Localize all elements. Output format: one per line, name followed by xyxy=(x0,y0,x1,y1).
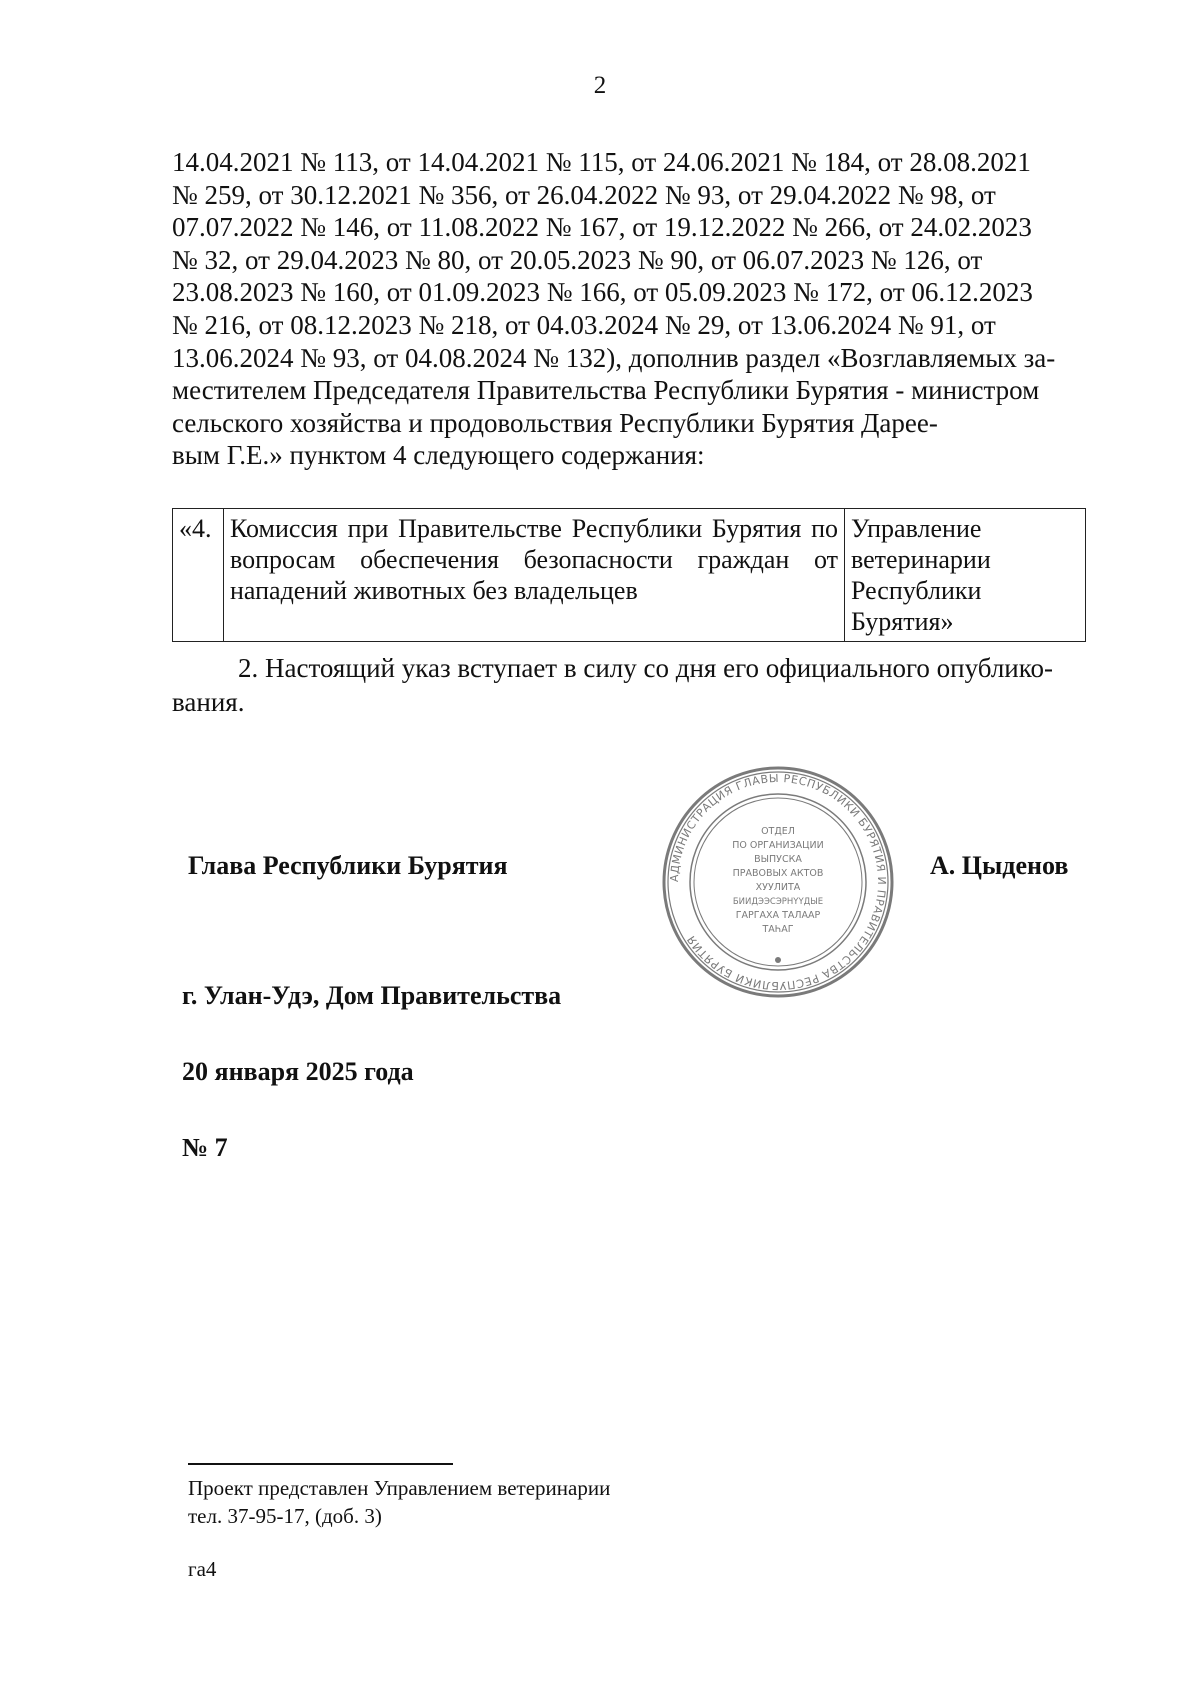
body-line: № 216, от 08.12.2023 № 218, от 04.03.2024 № 29, от 13.06.2024 № 91, от xyxy=(172,309,996,340)
document-code: га4 xyxy=(188,1557,217,1581)
signatory-name: А. Цыденов xyxy=(930,851,1069,880)
body-line: 14.04.2021 № 113, от 14.04.2021 № 115, от 24.06.2021 № 184, от 28.08.2021 xyxy=(172,147,1031,177)
seal-line: ОТДЕЛ xyxy=(761,826,795,837)
signatory-title: Глава Республики Бурятия xyxy=(188,851,508,880)
footnote xyxy=(188,1474,610,1530)
seal-outer-text: АДМИНИСТРАЦИЯ ГЛАВЫ РЕСПУБЛИКИ БУРЯТИЯ И ПРАВИТЕЛЬСТВА РЕСПУБЛИКИ БУРЯТИЯ xyxy=(667,771,889,993)
body-line: вым Г.Е.» пунктом 4 следующего содержания: xyxy=(172,440,705,471)
body-line: 23.08.2023 № 160, от 01.09.2023 № 166, от 05.09.2023 № 172, от 06.12.2023 xyxy=(172,277,1033,308)
table-cell-organization: Управление ветеринарии Республики Бурятия» xyxy=(845,509,1086,642)
seal-line: ВЫПУСКА xyxy=(754,854,802,865)
table-cell-name: Комиссия при Правительстве Республики Бурятия по вопросам обеспечения безопасности граждан от нападений животных без владельцев xyxy=(224,509,845,642)
body-line: 13.06.2024 № 93, от 04.08.2024 № 132), дополнив раздел «Возглавляемых за- xyxy=(172,342,1056,373)
body-line: № 259, от 30.12.2021 № 356, от 26.04.2022 № 93, от 29.04.2022 № 98, от xyxy=(172,179,996,210)
paragraph-2 xyxy=(172,651,1106,719)
signing-place: г. Улан-Удэ, Дом Правительства xyxy=(182,981,562,1010)
body-line: сельского хозяйства и продовольствия Республики Бурятия Дарее- xyxy=(172,407,938,438)
seal-line: ГАРГАХА ТАЛААР xyxy=(735,910,821,921)
seal-line: ПО ОРГАНИЗАЦИИ xyxy=(732,840,824,851)
seal-line: ПРАВОВЫХ АКТОВ xyxy=(732,868,824,879)
seal-line: ТАҺАГ xyxy=(762,924,794,935)
seal-star-icon xyxy=(775,957,781,963)
footnote-line: тел. 37-95-17, (доб. 3) xyxy=(188,1504,382,1528)
paragraph-2-line: вания. xyxy=(172,687,245,717)
page-number: 2 xyxy=(593,72,607,99)
table-row xyxy=(173,509,1086,642)
footnote-line: Проект представлен Управлением ветеринарии xyxy=(188,1476,611,1500)
body-line: местителем Председателя Правительства Республики Бурятия - министром xyxy=(172,375,1040,406)
decree-number: № 7 xyxy=(182,1133,228,1162)
body-paragraph xyxy=(172,146,1106,472)
seal-line: ХУУЛИТА xyxy=(755,882,801,893)
paragraph-2-line: 2. Настоящий указ вступает в силу со дня его официального опублико- xyxy=(238,653,1053,683)
body-line: 07.07.2022 № 146, от 11.08.2022 № 167, от 19.12.2022 № 266, от 24.02.2023 xyxy=(172,212,1032,243)
footnote-divider xyxy=(188,1463,453,1465)
table-cell-number: «4. xyxy=(173,509,224,642)
body-line: № 32, от 29.04.2023 № 80, от 20.05.2023 № 90, от 06.07.2023 № 126, от xyxy=(172,244,983,275)
signing-date: 20 января 2025 года xyxy=(182,1057,414,1086)
official-seal xyxy=(660,764,896,1000)
decree-table xyxy=(172,508,1086,642)
seal-line: БИИДЭЭСЭРНҮҮДЫЕ xyxy=(732,897,824,907)
